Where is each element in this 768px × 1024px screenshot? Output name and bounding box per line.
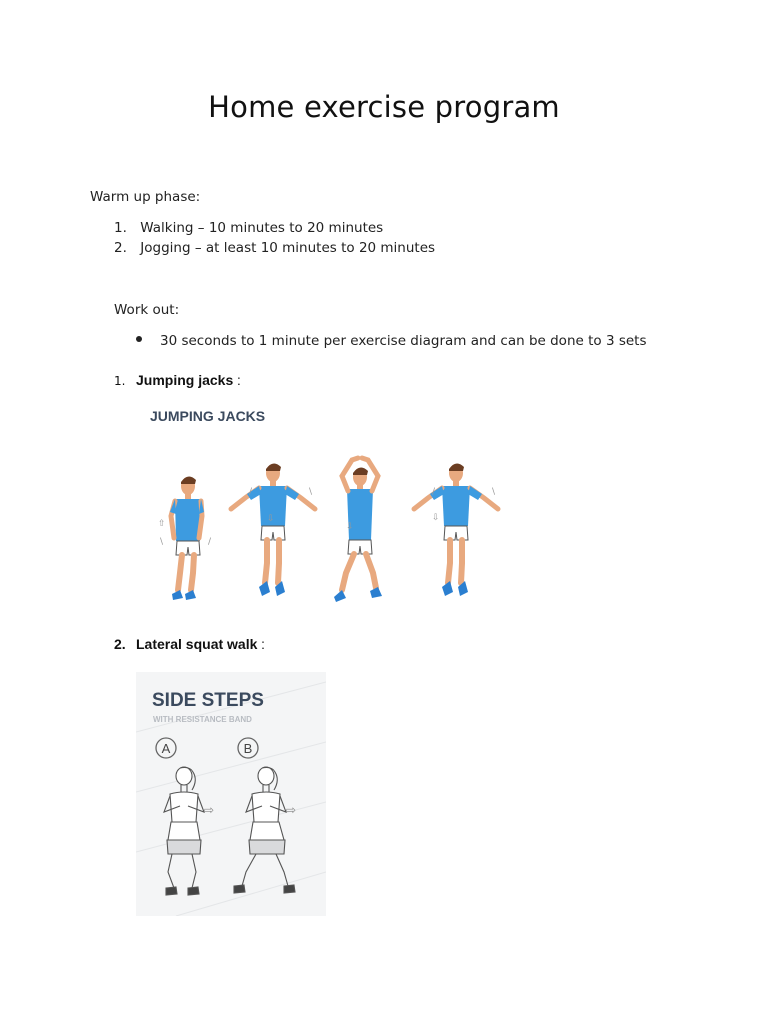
arrow-right-icon: ⇨	[204, 803, 215, 817]
exercise-name: Lateral squat walk	[136, 636, 258, 652]
exercise-heading-jumping-jacks	[114, 372, 241, 388]
list-text: Walking – 10 minutes to 20 minutes	[140, 220, 384, 236]
exercise-suffix: :	[257, 637, 265, 652]
side-steps-figure-title: SIDE STEPS	[152, 690, 264, 711]
page-title: Home exercise program	[208, 90, 560, 124]
svg-text:⇩: ⇩	[432, 513, 440, 523]
side-steps-figure	[136, 672, 326, 916]
exercise-name: Jumping jacks	[136, 372, 234, 388]
step-a-label: A	[161, 741, 171, 756]
warmup-item-jogging	[114, 240, 435, 256]
workout-bullet-item	[136, 333, 647, 349]
bullet-icon	[136, 336, 142, 342]
exercise-suffix: :	[233, 373, 241, 388]
workout-heading: Work out:	[114, 302, 180, 318]
jumping-jack-pose-3-icon	[334, 458, 382, 602]
svg-text:⇧: ⇧	[158, 519, 166, 529]
svg-text:⇩: ⇩	[346, 522, 354, 532]
list-number: 2.	[114, 240, 127, 256]
arrow-right-icon: ⇨	[286, 803, 297, 817]
svg-text:/: /	[432, 487, 436, 497]
bullet-text: 30 seconds to 1 minute per exercise diagram and can be done to 3 sets	[160, 333, 647, 349]
svg-text:/: /	[249, 487, 253, 497]
jumping-jack-pose-2-icon	[231, 463, 315, 596]
jumping-jack-pose-4-icon	[414, 463, 498, 596]
svg-text:\: \	[309, 487, 313, 497]
list-text: Jogging – at least 10 minutes to 20 minutes	[140, 240, 436, 256]
svg-text:/: /	[208, 537, 212, 547]
list-number: 1.	[114, 220, 127, 236]
svg-text:\: \	[492, 487, 496, 497]
jumping-jacks-figure	[136, 398, 516, 610]
side-steps-figure-subtitle: WITH RESISTANCE BAND	[153, 715, 252, 724]
exercise-heading-lateral-squat-walk	[114, 636, 265, 652]
warmup-heading: Warm up phase:	[90, 189, 201, 205]
svg-text:⇩: ⇩	[267, 514, 275, 524]
jumping-jacks-figure-title: JUMPING JACKS	[150, 408, 266, 424]
svg-text:\: \	[160, 537, 164, 547]
list-number: 2.	[114, 636, 126, 652]
warmup-item-walking	[114, 220, 383, 236]
jumping-jack-pose-1-icon	[158, 476, 212, 600]
list-number: 1.	[114, 374, 126, 388]
step-b-label: B	[243, 741, 253, 756]
